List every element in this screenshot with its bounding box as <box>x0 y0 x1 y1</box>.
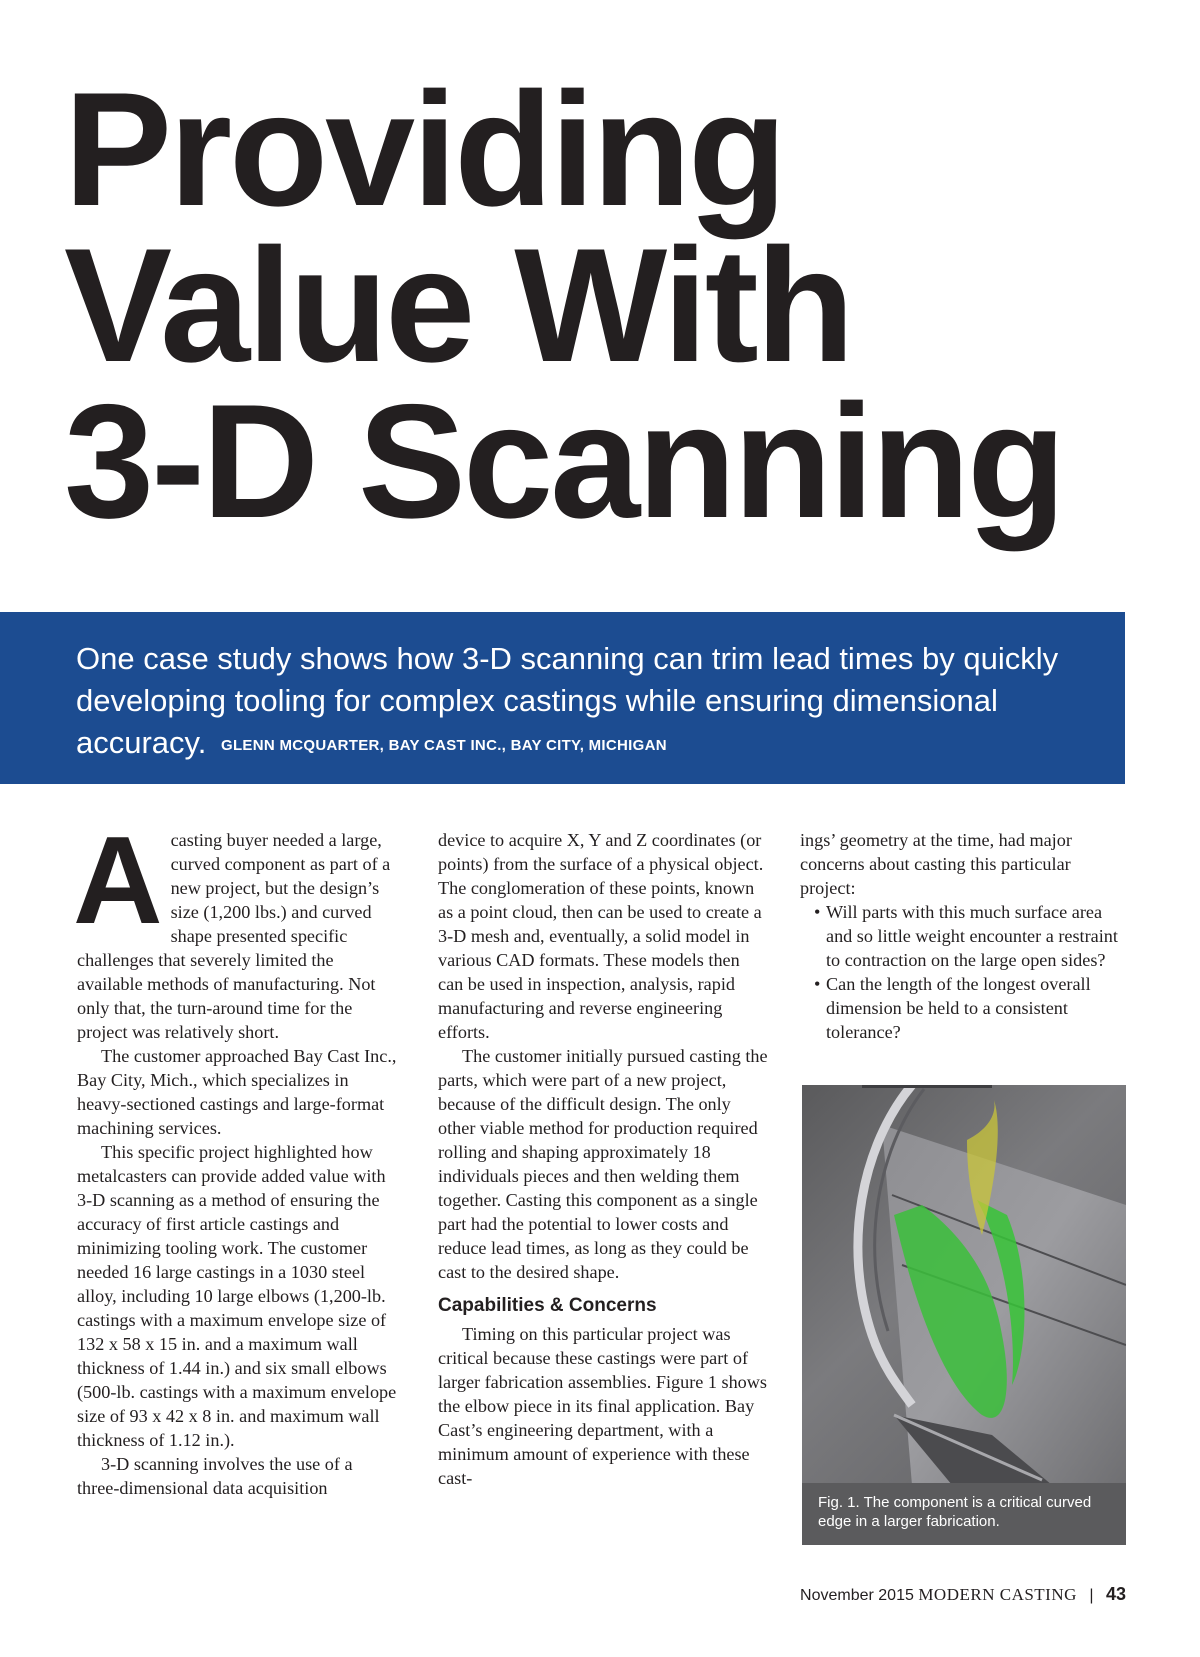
body-column-2 <box>438 828 768 1490</box>
page-footer <box>800 1584 1126 1605</box>
body-column-3 <box>800 828 1130 1044</box>
figure-1 <box>802 1085 1126 1545</box>
headline-line-1: Providing <box>64 59 785 240</box>
paragraph: Timing on this particular project was critical because these castings were part of larger fabrication assemblies. Figure 1 shows the elbow piece in its final application. Bay Cast’s engineering department, with a minimum amount of experience with these cast- <box>438 1324 767 1488</box>
figure-caption: Fig. 1. The component is a critical curved edge in a larger fabrication. <box>802 1483 1126 1545</box>
author-byline: GLENN MCQUARTER, BAY CAST INC., BAY CITY, MICHIGAN <box>220 737 667 754</box>
issue-date: November 2015 <box>800 1587 914 1604</box>
footer-separator: | <box>1089 1587 1094 1604</box>
body-column-1 <box>73 812 397 1500</box>
paragraph: The customer initially pursued casting the parts, which were part of a new project, because of the difficult design. The only other viable method for production required rolling and shaping approximately 18 individuals pieces and then welding them together. Casting this component as a single part had the potential to lower costs and reduce lead times, as long as they could be cast to the desired shape. <box>438 1046 768 1282</box>
paragraph: 3-D scanning involves the use of a three-dimensional data acquisition <box>77 1454 353 1498</box>
concerns-list <box>800 900 1130 1044</box>
headline-line-2: Value With <box>64 215 852 396</box>
page-number: 43 <box>1105 1584 1126 1604</box>
magazine-name: MODERN CASTING <box>918 1585 1077 1604</box>
deck-banner <box>0 612 1125 784</box>
list-item: • Will parts with this much surface area and so little weight encounter a restraint to contraction on the large open sides? <box>814 900 1130 972</box>
section-subhead: Capabilities & Concerns <box>438 1295 657 1316</box>
headline-line-3: 3-D Scanning <box>64 371 1064 552</box>
paragraph: The customer approached Bay Cast Inc., Bay City, Mich., which specializes in heavy-sectioned castings and large-format machining services. <box>77 1046 397 1138</box>
paragraph: This specific project highlighted how metalcasters can provide added value with 3-D scanning as a method of ensuring the accuracy of first article castings and minimizing tooling work. The customer needed 16 large castings in a 1030 steel alloy, including 10 large elbows (1,200-lb. castings with a maximum envelope size of 132 x 58 x 15 in. and a maximum wall thickness of 1.44 in.) and six small elbows (500-lb. castings with a maximum envelope size of 93 x 42 x 8 in. and maximum wall thickness of 1.12 in.). <box>77 1142 397 1450</box>
deck-text: One case study shows how 3-D scanning can trim lead times by quickly developing tooling for complex castings while ensuring dimensional accuracy. <box>76 641 1059 760</box>
component-render-image <box>802 1085 1126 1485</box>
paragraph: device to acquire X, Y and Z coordinates (or points) from the surface of a physical object. The conglomeration of these points, known as a point cloud, then can be used to create a 3-D mesh and, eventually, a solid model in various CAD formats. These models then can be used in inspection, analysis, rapid manufacturing and reverse engineering efforts. <box>438 830 764 1042</box>
paragraph: ings’ geometry at the time, had major concerns about casting this particular project: <box>800 830 1072 898</box>
drop-cap: A <box>73 812 163 950</box>
article-headline <box>64 59 1154 552</box>
paragraph: casting buyer needed a large, curved component as part of a new project, but the design’s size (1,200 lbs.) and curved shape presented specific challenges that severely limited the available methods of manufacturing. Not only that, the turn-around time for the project was relatively short. <box>77 830 391 1042</box>
list-item: • Can the length of the longest overall dimension be held to a consistent tolerance? <box>814 972 1130 1044</box>
